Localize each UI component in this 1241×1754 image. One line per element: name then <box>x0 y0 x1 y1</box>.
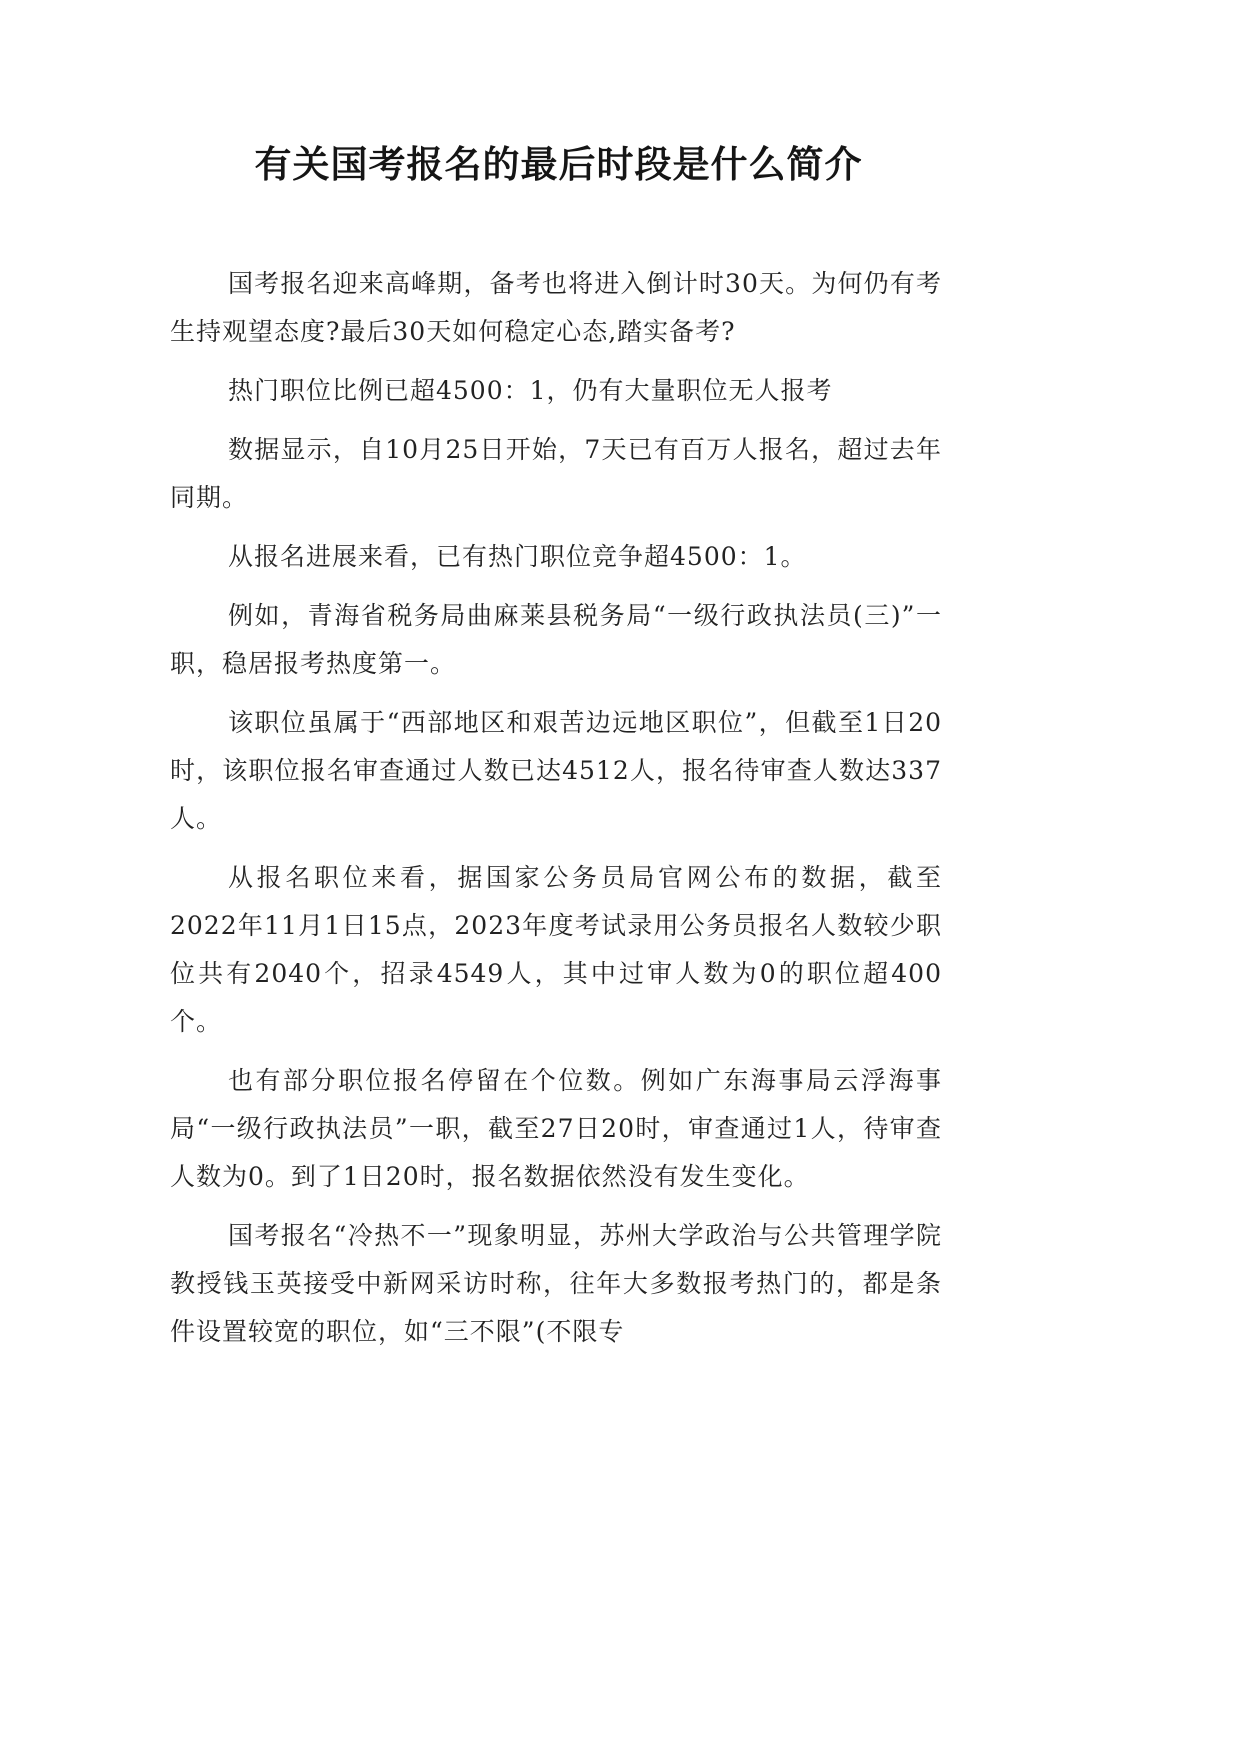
document-title: 有关国考报名的最后时段是什么简介 <box>254 143 863 186</box>
paragraph-intro: 国考报名迎来高峰期，备考也将进入倒计时30天。为何仍有考生持观望态度?最后30天如何稳定心态,踏实备考? <box>170 269 942 346</box>
paragraph-progress: 从报名进展来看，已有热门职位竞争超4500：1。 <box>228 542 807 571</box>
paragraph-statistics: 从报名职位来看，据国家公务员局官网公布的数据，截至2022年11月1日15点，2023年度考试录用公务员报名人数较少职位共有2040个，招录4549人，其中过审人数为0的职位超400个。 <box>170 863 942 1036</box>
paragraph-subheading: 热门职位比例已超4500：1，仍有大量职位无人报考 <box>228 376 833 405</box>
paragraph-data: 数据显示，自10月25日开始，7天已有百万人报名，超过去年同期。 <box>170 435 942 512</box>
paragraph-position: 该职位虽属于“西部地区和艰苦边远地区职位”，但截至1日20时，该职位报名审查通过人数已达4512人，报名待审查人数达337人。 <box>170 708 942 833</box>
paragraph-analysis: 国考报名“冷热不一”现象明显，苏州大学政治与公共管理学院教授钱玉英接受中新网采访时称，往年大多数报考热门的，都是条件设置较宽的职位，如“三不限”(不限专 <box>170 1221 942 1346</box>
paragraph-single-digit: 也有部分职位报名停留在个位数。例如广东海事局云浮海事局“一级行政执法员”一职，截至27日20时，审查通过1人，待审查人数为0。到了1日20时，报名数据依然没有发生变化。 <box>170 1066 942 1191</box>
paragraph-example: 例如，青海省税务局曲麻莱县税务局“一级行政执法员(三)”一职，稳居报考热度第一。 <box>170 601 942 678</box>
document-body <box>170 260 942 1367</box>
